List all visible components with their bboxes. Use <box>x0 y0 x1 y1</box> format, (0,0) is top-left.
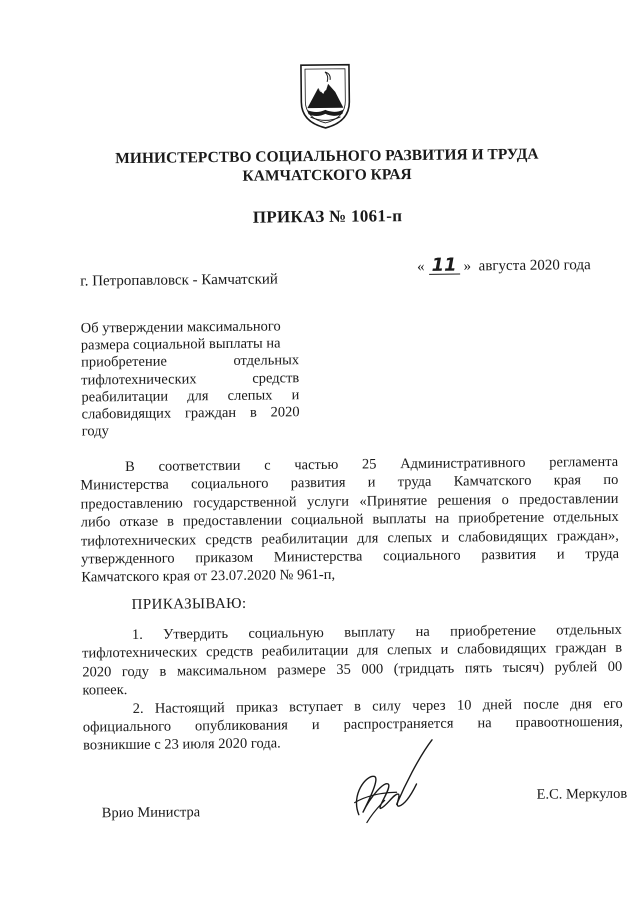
order-date <box>417 256 591 276</box>
preamble-line: тифлотехнических средств реабилитации для слепых и слабовидящих граждан», <box>80 527 619 550</box>
signatory-name: Е.С. Меркулов <box>536 785 628 803</box>
item-line: 1. Утвердить социальную выплату на приобретение отдельных <box>131 621 622 643</box>
subject-line: реабилитации для слепых и <box>81 386 300 406</box>
date-open-quote: « <box>416 258 425 275</box>
preamble-paragraph <box>80 453 619 587</box>
signatory-position: Врио Министра <box>101 804 201 822</box>
item-line: 2. Настоящий приказ вступает в силу через 10 дней после дня его <box>132 695 623 717</box>
order-subject <box>81 318 300 441</box>
subject-line: приобретение отдельных <box>80 352 300 371</box>
subject-line: году <box>81 423 109 440</box>
ministry-name-line2: КАМЧАТСКОГО КРАЯ <box>242 166 412 185</box>
subject-line: тифлотехнических средств <box>81 369 300 389</box>
preamble-line: либо отказе в предоставлении социальной выплаты на приобретение отдельных <box>80 509 619 531</box>
city: г. Петропавловск - Камчатский <box>80 271 278 290</box>
item-line: возникшие с 23 июля 2020 года. <box>82 735 281 754</box>
subject-line: Об утверждении максимального <box>80 318 281 337</box>
item-line: копеек. <box>82 682 128 699</box>
coat-of-arms-emblem <box>298 62 353 131</box>
item-line: тифлотехнических средств реабилитации для слепых и слабовидящих граждан в <box>82 640 623 662</box>
date-close-quote: » <box>463 258 472 275</box>
preamble-line: В соответствии с частью 25 Административного регламента <box>125 453 619 476</box>
preamble-line: Камчатского края от 23.07.2020 № 961-п, <box>81 567 336 586</box>
orders-heading: ПРИКАЗЫВАЮ: <box>131 595 247 613</box>
preamble-line: Министерства социального развития и труда Камчатского края по <box>80 472 619 494</box>
item-line: официального опубликования и распространяется на правоотношения, <box>82 713 623 736</box>
date-day-handwritten: 11 <box>428 258 459 275</box>
item-line: 2020 году в максимальном размере 35 000 (тридцать пять тысяч) рублей 00 <box>82 658 623 681</box>
preamble-line: утвержденного приказом Министерства социального развития и труда <box>81 545 620 568</box>
subject-line: слабовидящих граждан в 2020 <box>81 404 300 423</box>
ministry-name-line1: МИНИСТЕРСТВО СОЦИАЛЬНОГО РАЗВИТИЯ И ТРУДА <box>115 145 539 168</box>
date-month-year: августа 2020 года <box>478 257 591 275</box>
ministry-name <box>92 144 562 187</box>
handwritten-signature <box>336 734 447 830</box>
preamble-line: предоставлению государственной услуги «Принятие решения о предоставлении <box>80 490 619 513</box>
order-title: ПРИКАЗ № 1061-п <box>252 206 403 227</box>
subject-line: размера социальной выплаты на <box>80 335 281 354</box>
